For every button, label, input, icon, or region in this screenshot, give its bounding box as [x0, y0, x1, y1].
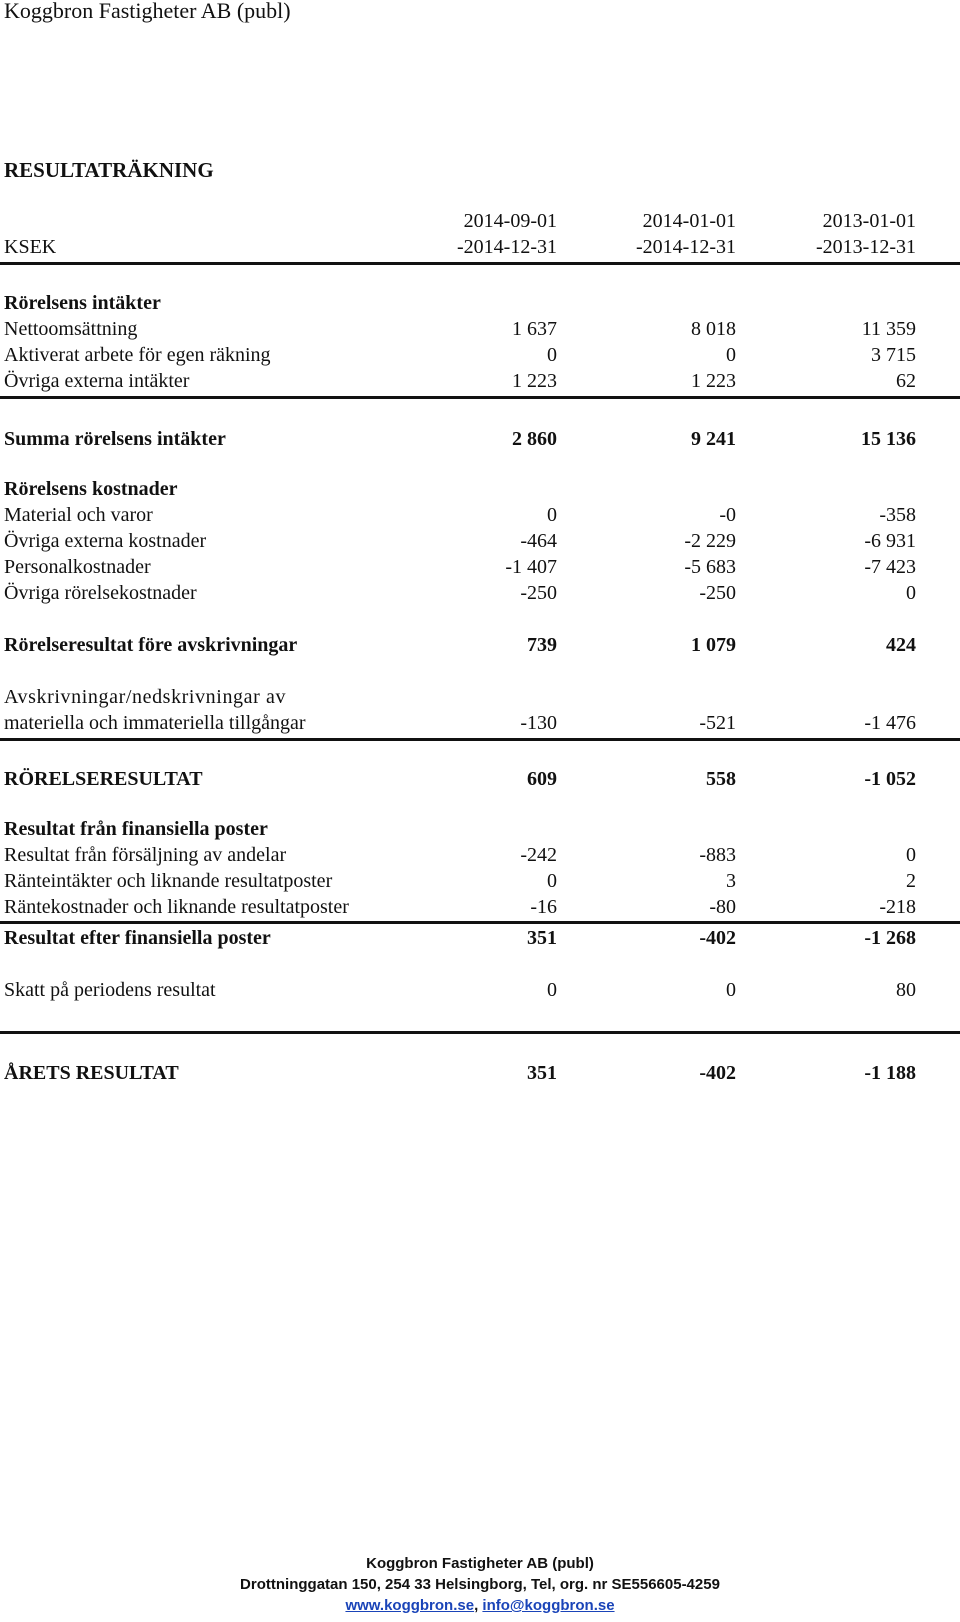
period-3-from: 2013-01-01 [822, 210, 916, 232]
row-label: Nettoomsättning [4, 318, 138, 340]
period-2-to: -2014-12-31 [636, 236, 736, 258]
table-row [4, 868, 916, 894]
value-col-3: 11 359 [861, 318, 916, 340]
value-col-3: -1 052 [864, 768, 916, 790]
value-col-3: -1 268 [864, 927, 916, 949]
website-link[interactable]: www.koggbron.se [345, 1597, 475, 1614]
row-label: Övriga rörelsekostnader [4, 582, 197, 604]
footer-separator: , [474, 1597, 483, 1614]
row-label: Summa rörelsens intäkter [4, 428, 226, 450]
subtotal-divider [0, 921, 960, 924]
heading-label: Resultat från finansiella poster [4, 818, 268, 840]
value-col-2: 0 [726, 979, 736, 1001]
value-col-3: 0 [906, 844, 916, 866]
row-label: Personalkostnader [4, 556, 151, 578]
subtotal-row [4, 426, 916, 452]
value-col-3: -6 931 [864, 530, 916, 552]
table-row [4, 316, 916, 342]
value-col-1: -16 [530, 896, 557, 918]
value-col-1: 351 [527, 927, 557, 949]
value-col-1: 351 [527, 1062, 557, 1084]
row-label: Räntekostnader och liknande resultatposter [4, 896, 349, 918]
value-col-1: 739 [527, 634, 557, 656]
section-heading-finans [4, 816, 916, 842]
value-col-2: 9 241 [691, 428, 736, 450]
section-heading-intakter [4, 290, 916, 316]
value-col-3: 0 [906, 582, 916, 604]
subtotal-divider [0, 396, 960, 399]
value-col-1: 0 [547, 870, 557, 892]
value-col-1: 0 [547, 979, 557, 1001]
period-from-row [4, 208, 916, 234]
company-header: Koggbron Fastigheter AB (publ) [4, 0, 291, 23]
row-label: Resultat från försäljning av andelar [4, 844, 287, 866]
table-row [4, 554, 916, 580]
value-col-2: -0 [719, 504, 736, 526]
table-row [4, 502, 916, 528]
table-row-continued [4, 684, 916, 710]
value-col-3: -358 [879, 504, 916, 526]
value-col-3: 15 136 [861, 428, 916, 450]
period-1-from: 2014-09-01 [463, 210, 557, 232]
row-label: Skatt på periodens resultat [4, 979, 216, 1001]
row-label: Material och varor [4, 504, 153, 526]
subtotal-row [4, 925, 916, 951]
value-col-1: -242 [520, 844, 557, 866]
row-label-line-1: Avskrivningar/nedskrivningar av [4, 686, 287, 708]
value-col-1: 1 223 [512, 370, 557, 392]
row-label: Resultat efter finansiella poster [4, 927, 271, 949]
value-col-3: 3 715 [871, 344, 916, 366]
table-row [4, 368, 916, 394]
value-col-3: -1 188 [864, 1062, 916, 1084]
value-col-2: -250 [699, 582, 736, 604]
header-divider [0, 262, 960, 265]
period-3-to: -2013-12-31 [816, 236, 916, 258]
table-row [4, 977, 916, 1003]
footer-links [0, 1595, 960, 1616]
subtotal-divider [0, 738, 960, 741]
row-label: Övriga externa kostnader [4, 530, 207, 552]
value-col-3: 62 [896, 370, 916, 392]
value-col-2: 0 [726, 344, 736, 366]
value-col-1: 0 [547, 344, 557, 366]
footer-address: Drottninggatan 150, 254 33 Helsingborg, Tel, org. nr SE556605-4259 [240, 1576, 720, 1593]
statement-title: RESULTATRÄKNING [4, 158, 214, 182]
value-col-2: 8 018 [691, 318, 736, 340]
value-col-2: -402 [699, 1062, 736, 1084]
value-col-2: 3 [726, 870, 736, 892]
unit-label: KSEK [4, 236, 57, 258]
table-row [4, 342, 916, 368]
value-col-3: 80 [896, 979, 916, 1001]
value-col-2: -883 [699, 844, 736, 866]
table-row [4, 894, 916, 920]
value-col-1: -1 407 [505, 556, 557, 578]
section-heading-kostnader [4, 476, 916, 502]
row-label: Övriga externa intäkter [4, 370, 190, 392]
value-col-2: -402 [699, 927, 736, 949]
value-col-1: -250 [520, 582, 557, 604]
table-row [4, 842, 916, 868]
email-link[interactable]: info@koggbron.se [482, 1597, 615, 1614]
row-label: Rörelseresultat före avskrivningar [4, 634, 298, 656]
value-col-3: -7 423 [864, 556, 916, 578]
value-col-2: 558 [706, 768, 736, 790]
subtotal-row [4, 632, 916, 658]
value-col-1: -130 [520, 712, 557, 734]
value-col-2: 1 223 [691, 370, 736, 392]
value-col-3: -1 476 [864, 712, 916, 734]
value-col-2: 1 079 [691, 634, 736, 656]
row-label: RÖRELSERESULTAT [4, 768, 203, 790]
result-divider [0, 1031, 960, 1034]
row-label: materiella och immateriella tillgångar [4, 712, 306, 734]
value-col-1: 0 [547, 504, 557, 526]
value-col-1: 609 [527, 768, 557, 790]
table-row [4, 528, 916, 554]
final-result-row [4, 1060, 916, 1086]
value-col-3: 424 [886, 634, 916, 656]
value-col-2: -80 [709, 896, 736, 918]
heading-label: Rörelsens intäkter [4, 292, 161, 314]
value-col-3: 2 [906, 870, 916, 892]
heading-label: Rörelsens kostnader [4, 478, 178, 500]
value-col-1: 2 860 [512, 428, 557, 450]
value-col-2: -2 229 [684, 530, 736, 552]
value-col-2: -5 683 [684, 556, 736, 578]
footer-company: Koggbron Fastigheter AB (publ) [366, 1555, 594, 1572]
period-to-row [4, 234, 916, 260]
table-row [4, 580, 916, 606]
value-col-1: -464 [520, 530, 557, 552]
period-2-from: 2014-01-01 [642, 210, 736, 232]
table-row [4, 710, 916, 736]
row-label: Ränteintäkter och liknande resultatposter [4, 870, 333, 892]
value-col-3: -218 [879, 896, 916, 918]
subtotal-row [4, 766, 916, 792]
row-label: ÅRETS RESULTAT [4, 1062, 179, 1084]
value-col-1: 1 637 [512, 318, 557, 340]
row-label: Aktiverat arbete för egen räkning [4, 344, 271, 366]
value-col-2: -521 [699, 712, 736, 734]
period-1-to: -2014-12-31 [457, 236, 557, 258]
